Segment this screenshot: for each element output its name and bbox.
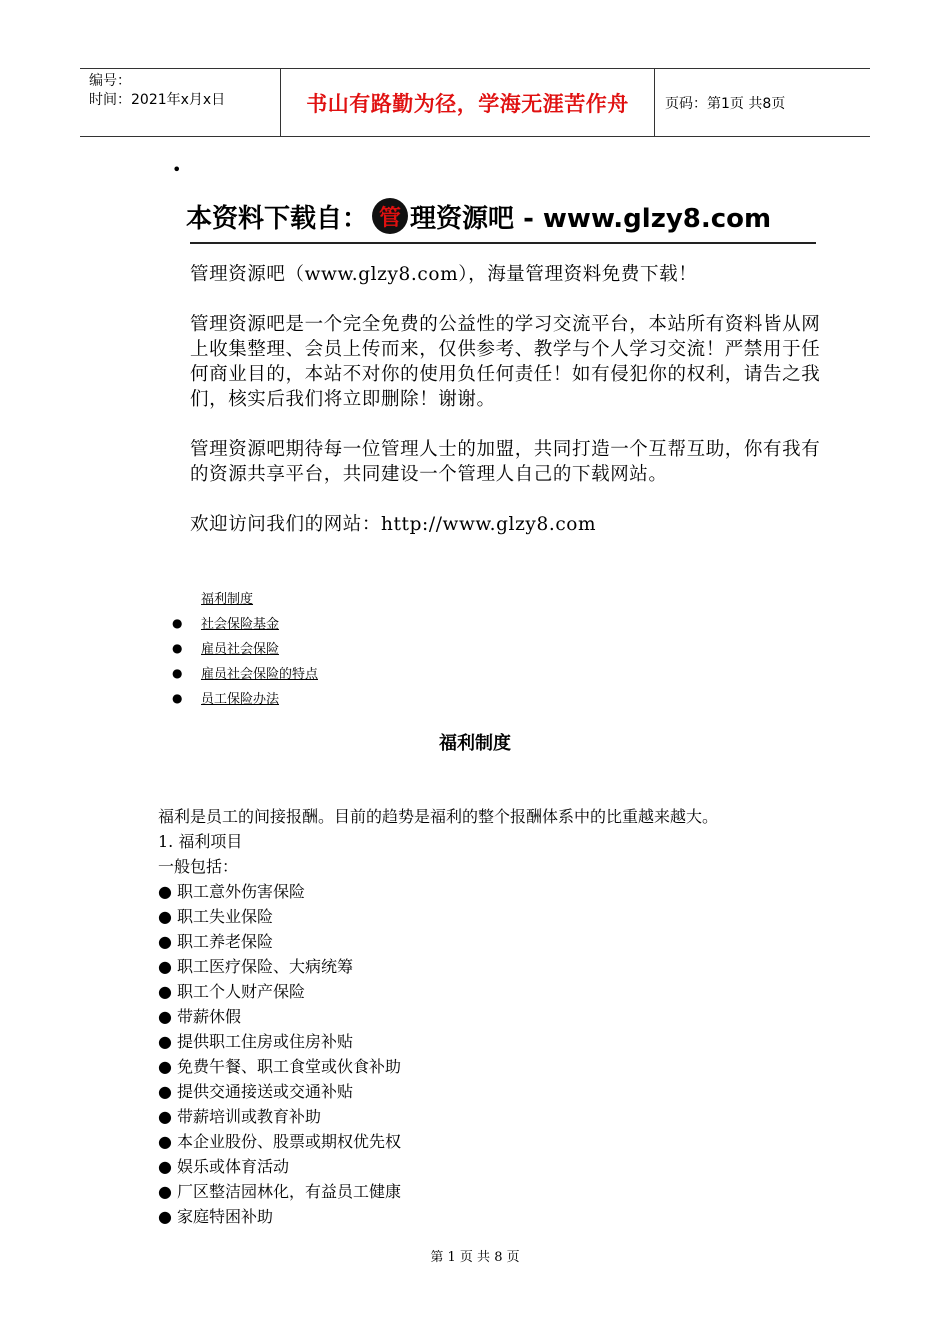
toc-link-insurance-features[interactable]: 雇员社会保险的特点 [201, 667, 319, 682]
page-footer: 第 1 页 共 8 页 [430, 1250, 520, 1265]
welfare-item: ● 职工意外伤害保险 [158, 882, 306, 901]
header-meta [80, 69, 281, 136]
site-logo-icon: 管 [372, 198, 408, 234]
download-banner [186, 190, 826, 562]
banner-divider [190, 242, 816, 244]
welfare-item: ● 本企业股份、股票或期权优先权 [158, 1132, 402, 1151]
banner-body [186, 262, 826, 537]
welfare-item: ● 职工失业保险 [158, 907, 274, 926]
welfare-item: ● 提供职工住房或住房补贴 [158, 1032, 354, 1051]
intro-paragraph: 福利是员工的间接报酬。目前的趋势是福利的整个报酬体系中的比重越来越大。 [158, 807, 719, 826]
banner-title-prefix: 本资料下载自： [186, 203, 369, 234]
number-label: 编号： [89, 73, 131, 89]
welfare-item: ● 娱乐或体育活动 [158, 1157, 290, 1176]
stray-bullet: • [172, 160, 182, 179]
toc-item [172, 585, 318, 610]
toc-link-insurance-methods[interactable]: 员工保险办法 [201, 692, 280, 707]
header-motto: 书山有路勤为径，学海无涯苦作舟 [281, 69, 655, 136]
section-heading: 1. 福利项目 [158, 832, 243, 851]
banner-paragraph: 欢迎访问我们的网站：http://www.glzy8.com [190, 514, 597, 535]
welfare-item: ● 免费午餐、职工食堂或伙食补助 [158, 1057, 402, 1076]
welfare-item: ● 家庭特困补助 [158, 1207, 274, 1226]
header-page-info: 页码：第1页 共8页 [665, 95, 786, 112]
toc-list [172, 585, 318, 710]
toc-link-employee-insurance[interactable]: 雇员社会保险 [201, 642, 280, 657]
bullet-icon: ● [172, 665, 183, 680]
bullet-icon: ● [172, 615, 183, 630]
welfare-item: ● 带薪培训或教育补助 [158, 1107, 322, 1126]
document-body [158, 804, 858, 1229]
banner-title-suffix: 理资源吧 - www.glzy8.com [410, 203, 772, 234]
toc-item [172, 685, 318, 710]
banner-paragraph: 管理资源吧是一个完全免费的公益性的学习交流平台，本站所有资料皆从网上收集整理、会员上传而来，仅供参考、教学与个人学习交流！严禁用于任何商业目的，本站不对你的使用负任何责任！如有侵犯你的权利，请告之我们，核实后我们将立即删除！谢谢。 [190, 314, 821, 410]
lead-text: 一般包括： [158, 857, 239, 876]
banner-paragraph: 管理资源吧期待每一位管理人士的加盟，共同打造一个互帮互助，你有我有的资源共享平台，共同建设一个管理人自己的下载网站。 [190, 439, 821, 485]
document-title: 福利制度 [439, 733, 511, 754]
bullet-icon: ● [172, 640, 183, 655]
banner-paragraph: 管理资源吧（www.glzy8.com），海量管理资料免费下载！ [190, 264, 698, 285]
toc-item [172, 660, 318, 685]
welfare-item: ● 职工医疗保险、大病统筹 [158, 957, 354, 976]
page-header [80, 68, 870, 137]
welfare-item: ● 带薪休假 [158, 1007, 242, 1026]
welfare-item: ● 职工个人财产保险 [158, 982, 306, 1001]
banner-title [186, 190, 826, 242]
toc-item [172, 610, 318, 635]
welfare-item: ● 提供交通接送或交通补贴 [158, 1082, 354, 1101]
time-label: 时间：2021年x月x日 [89, 92, 226, 108]
welfare-item: ● 职工养老保险 [158, 932, 274, 951]
welfare-item: ● 厂区整洁园林化，有益员工健康 [158, 1182, 402, 1201]
toc-item [172, 635, 318, 660]
toc-link-social-insurance-fund[interactable]: 社会保险基金 [201, 617, 280, 632]
bullet-icon: ● [172, 690, 183, 705]
toc-link-welfare[interactable]: 福利制度 [201, 592, 254, 607]
